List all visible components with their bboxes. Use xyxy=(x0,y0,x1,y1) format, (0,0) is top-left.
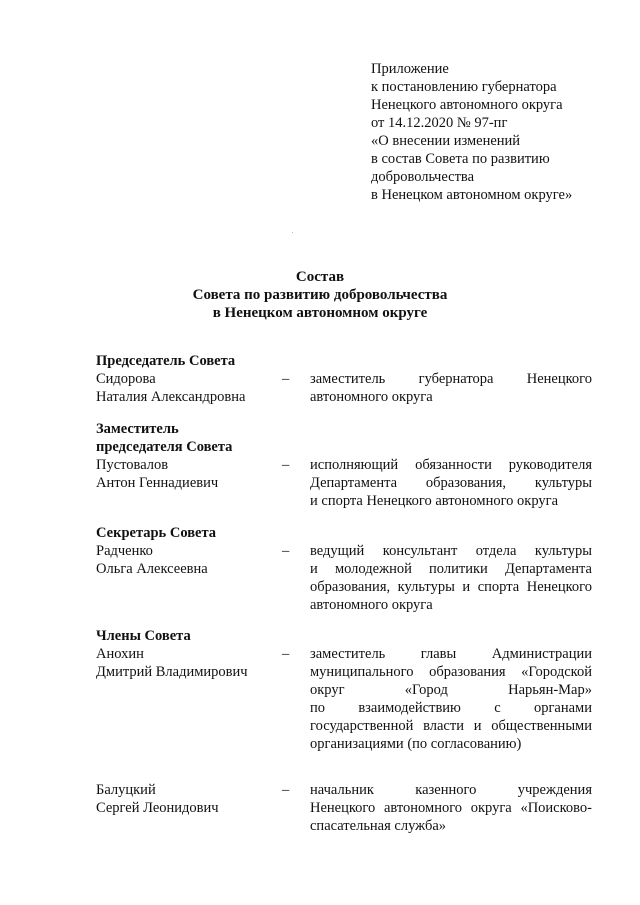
dash-separator: – xyxy=(282,457,290,473)
position-line: государственной власти и общественными xyxy=(310,718,592,734)
member-position xyxy=(310,370,592,406)
position-line: муниципального образования «Городской xyxy=(310,664,592,680)
surname: Анохин xyxy=(96,646,144,662)
member-name xyxy=(96,542,276,578)
role-line: Члены Совета xyxy=(96,628,191,644)
document-title xyxy=(0,268,640,322)
dash-separator: – xyxy=(282,646,290,662)
title-line: в Ненецком автономном округе xyxy=(212,305,428,321)
section-deputy-chairman xyxy=(96,420,596,510)
position-line: автономного округа xyxy=(310,389,433,405)
given-names: Сергей Леонидович xyxy=(96,800,219,816)
role-heading xyxy=(96,524,596,542)
given-names: Дмитрий Владимирович xyxy=(96,664,248,680)
surname: Сидорова xyxy=(96,371,156,387)
member-position xyxy=(310,781,592,835)
position-line: организациями (по согласованию) xyxy=(310,736,522,752)
position-line: заместитель главы Администрации xyxy=(310,646,592,662)
member-entry xyxy=(96,456,596,510)
member-entry xyxy=(96,645,596,753)
section-chairman xyxy=(96,352,596,406)
dash-separator: – xyxy=(282,371,290,387)
title-line: Совета по развитию добровольчества xyxy=(192,287,448,303)
given-names: Ольга Алексеевна xyxy=(96,561,208,577)
role-heading xyxy=(96,420,596,456)
position-line: исполняющий обязанности руководителя xyxy=(310,457,592,473)
appendix-line: в Ненецком автономном округе» xyxy=(371,187,573,203)
appendix-line: от 14.12.2020 № 97-пг xyxy=(371,115,508,131)
appendix-line: «О внесении изменений xyxy=(371,133,521,149)
dash-separator: – xyxy=(282,782,290,798)
position-line: начальник казенного учреждения xyxy=(310,782,592,798)
position-line: округ «Город Нарьян-Мар» xyxy=(310,682,592,698)
member-position xyxy=(310,456,592,510)
dash-separator: – xyxy=(282,543,290,559)
appendix-header xyxy=(371,60,621,204)
role-line: Председатель Совета xyxy=(96,353,236,369)
position-line: по взаимодействию с органами xyxy=(310,700,592,716)
appendix-line: Приложение xyxy=(371,61,449,77)
member-name xyxy=(96,781,276,817)
role-line: Секретарь Совета xyxy=(96,525,217,541)
role-line: Заместитель xyxy=(96,421,179,437)
position-line: образования, культуры и спорта Ненецкого xyxy=(310,579,592,595)
position-line: и молодежной политики Департамента xyxy=(310,561,592,577)
member-entry xyxy=(96,542,596,614)
surname: Пустовалов xyxy=(96,457,169,473)
role-line: председателя Совета xyxy=(96,439,233,455)
member-name xyxy=(96,456,276,492)
position-line: заместитель губернатора Ненецкого xyxy=(310,371,592,387)
role-heading xyxy=(96,352,596,370)
position-line: Департамента образования, культуры xyxy=(310,475,592,491)
member-name xyxy=(96,370,276,406)
appendix-line: в состав Совета по развитию xyxy=(371,151,550,167)
appendix-line: к постановлению губернатора xyxy=(371,79,557,95)
position-line: ведущий консультант отдела культуры xyxy=(310,543,592,559)
surname: Балуцкий xyxy=(96,782,156,798)
position-line: автономного округа xyxy=(310,597,433,613)
title-line: Состав xyxy=(295,269,345,285)
member-entry xyxy=(96,781,596,835)
position-line: Ненецкого автономного округа «Поисково- xyxy=(310,800,592,816)
scan-speck xyxy=(292,232,293,233)
given-names: Наталия Александровна xyxy=(96,389,246,405)
role-heading xyxy=(96,627,596,645)
member-position xyxy=(310,645,592,753)
surname: Радченко xyxy=(96,543,153,559)
section-secretary xyxy=(96,524,596,614)
position-line: спасательная служба» xyxy=(310,818,447,834)
member-position xyxy=(310,542,592,614)
position-line: и спорта Ненецкого автономного округа xyxy=(310,493,559,509)
member-entry xyxy=(96,370,596,406)
appendix-line: добровольчества xyxy=(371,169,475,185)
member-name xyxy=(96,645,276,681)
given-names: Антон Геннадиевич xyxy=(96,475,219,491)
section-members xyxy=(96,627,596,835)
appendix-line: Ненецкого автономного округа xyxy=(371,97,563,113)
